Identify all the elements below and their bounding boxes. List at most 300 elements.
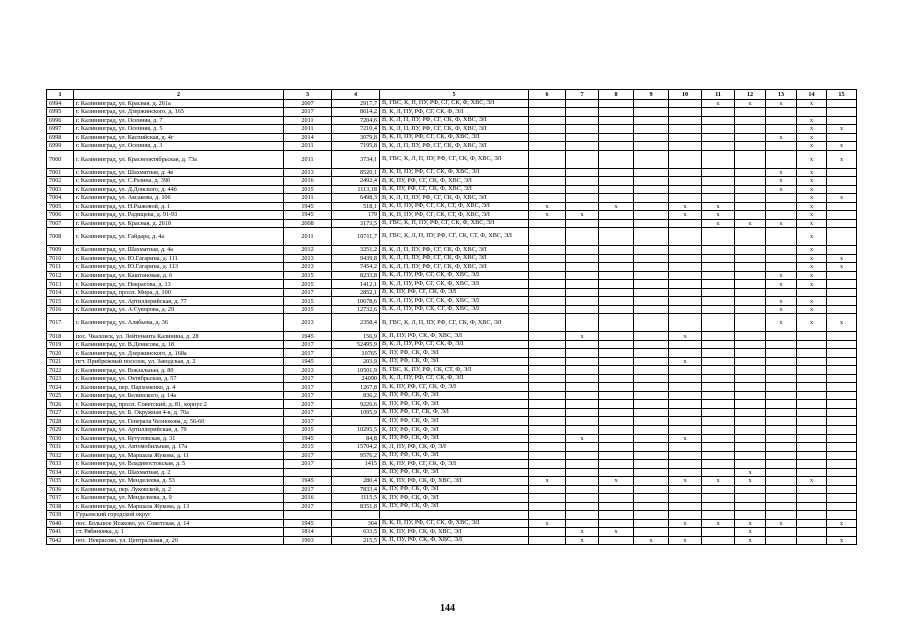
mark-cell-9 (634, 408, 669, 417)
mark-cell-12 (735, 246, 766, 255)
mark-cell-15 (827, 426, 857, 435)
table-row (47, 263, 857, 272)
area-cell: 2852,1 (332, 288, 380, 297)
mark-cell-12 (735, 460, 766, 469)
area-cell: 9226,6 (332, 400, 380, 409)
mark-cell-15 (827, 211, 857, 220)
table-row (47, 374, 857, 383)
mark-cell-6 (529, 280, 566, 289)
mark-cell-6: x (529, 519, 566, 528)
column-header-15: 15 (827, 90, 857, 100)
mark-cell-9 (634, 434, 669, 443)
mark-cell-15 (827, 297, 857, 306)
mark-cell-12 (735, 288, 766, 297)
table-row (47, 246, 857, 255)
mark-cell-11: x (702, 99, 735, 108)
mark-cell-15 (827, 417, 857, 426)
mark-cell-9 (634, 254, 669, 263)
mark-cell-12: x (735, 477, 766, 486)
mark-cell-10 (669, 168, 702, 177)
column-header-8: 8 (599, 90, 634, 100)
table-row (47, 485, 857, 494)
mark-cell-7: x (566, 211, 599, 220)
mark-cell-8 (599, 246, 634, 255)
year-cell: 1945 (284, 211, 332, 220)
area-cell: 3173,5 (332, 219, 380, 228)
year-cell: 2013 (284, 168, 332, 177)
mark-cell-9 (634, 228, 669, 246)
mark-cell-14: x (797, 99, 827, 108)
mark-cell-7: x (566, 434, 599, 443)
year-cell: 2017 (284, 400, 332, 409)
mark-cell-15 (827, 528, 857, 537)
works-cell: К, П, ПУ, РФ, СК, Ф, ХВС, ЭЛ (380, 536, 529, 545)
mark-cell-10 (669, 366, 702, 375)
mark-cell-14 (797, 408, 827, 417)
mark-cell-12 (735, 202, 766, 211)
mark-cell-7 (566, 502, 599, 511)
table-row (47, 185, 857, 194)
year-cell: 2017 (284, 349, 332, 358)
mark-cell-15: x (827, 125, 857, 134)
area-cell: 9576,2 (332, 451, 380, 460)
row-number-cell: 7017 (47, 314, 74, 332)
mark-cell-8 (599, 194, 634, 203)
column-header-6: 6 (529, 90, 566, 100)
mark-cell-13 (766, 391, 797, 400)
mark-cell-7 (566, 202, 599, 211)
address-cell: г. Калининград, ул. Н.Рыжовой, д. 1 (74, 202, 284, 211)
mark-cell-11 (702, 366, 735, 375)
mark-cell-14: x (797, 477, 827, 486)
mark-cell-11 (702, 426, 735, 435)
mark-cell-12 (735, 451, 766, 460)
mark-cell-8 (599, 108, 634, 117)
mark-cell-15 (827, 485, 857, 494)
area-cell: 7454,2 (332, 263, 380, 272)
address-cell: г. Калининград, ул. Автомобильная, д. 17а (74, 443, 284, 452)
mark-cell-8: x (599, 477, 634, 486)
mark-cell-14: x (797, 133, 827, 142)
mark-cell-11 (702, 288, 735, 297)
year-cell: 1903 (284, 536, 332, 545)
mark-cell-13 (766, 460, 797, 469)
mark-cell-13 (766, 468, 797, 477)
mark-cell-15: x (827, 194, 857, 203)
mark-cell-9 (634, 271, 669, 280)
mark-cell-8 (599, 185, 634, 194)
mark-cell-13 (766, 443, 797, 452)
mark-cell-14: x (797, 297, 827, 306)
mark-cell-10 (669, 408, 702, 417)
table-row (47, 340, 857, 349)
area-cell: 24090 (332, 374, 380, 383)
mark-cell-10 (669, 305, 702, 314)
works-cell: В, К, ПУ, РФ, СГ, СК, Ф, ХВС, ЭЛ (380, 185, 529, 194)
mark-cell-8 (599, 443, 634, 452)
mark-cell-15 (827, 116, 857, 125)
mark-cell-11 (702, 357, 735, 366)
mark-cell-10 (669, 460, 702, 469)
works-cell: В, К, Л, П, ПУ, РФ, СГ, СК, Ф, ХВС, ЭЛ (380, 142, 529, 151)
year-cell: 2017 (284, 408, 332, 417)
works-cell: В, К, ПУ, РФ, СГ, СК, Ф, ЭЛ (380, 383, 529, 392)
mark-cell-14: x (797, 254, 827, 263)
year-cell: 2017 (284, 108, 332, 117)
works-cell: В, К, ПУ, РФ, СК, Ф, ХВС, ЭЛ (380, 528, 529, 537)
mark-cell-14 (797, 511, 827, 520)
table-row (47, 519, 857, 528)
mark-cell-7 (566, 194, 599, 203)
mark-cell-6 (529, 108, 566, 117)
area-cell (332, 417, 380, 426)
mark-cell-10 (669, 150, 702, 168)
mark-cell-10 (669, 511, 702, 520)
mark-cell-12 (735, 254, 766, 263)
mark-cell-10 (669, 494, 702, 503)
mark-cell-6 (529, 502, 566, 511)
mark-cell-7 (566, 108, 599, 117)
row-number-cell: 7009 (47, 246, 74, 255)
mark-cell-6 (529, 297, 566, 306)
mark-cell-14 (797, 460, 827, 469)
mark-cell-15 (827, 357, 857, 366)
mark-cell-11 (702, 494, 735, 503)
table-row (47, 468, 857, 477)
mark-cell-14 (797, 349, 827, 358)
mark-cell-15 (827, 383, 857, 392)
mark-cell-6 (529, 228, 566, 246)
area-cell: 7833,4 (332, 485, 380, 494)
mark-cell-13 (766, 383, 797, 392)
address-cell: г. Калининград, ул. Осенняя, д. 3 (74, 142, 284, 151)
mark-cell-6 (529, 314, 566, 332)
area-cell: 364 (332, 519, 380, 528)
works-cell: К, ПУ, РФ, СК, Ф, ЭЛ (380, 400, 529, 409)
region-row (47, 511, 857, 520)
mark-cell-6 (529, 400, 566, 409)
table-row (47, 443, 857, 452)
row-number-cell: 7039 (47, 511, 74, 520)
mark-cell-12 (735, 150, 766, 168)
mark-cell-13 (766, 263, 797, 272)
mark-cell-6 (529, 528, 566, 537)
year-cell: 2017 (284, 288, 332, 297)
mark-cell-7 (566, 297, 599, 306)
area-cell: 7195,8 (332, 142, 380, 151)
mark-cell-7 (566, 271, 599, 280)
column-header-13: 13 (766, 90, 797, 100)
row-number-cell: 7027 (47, 408, 74, 417)
mark-cell-6: x (529, 211, 566, 220)
area-cell: 1412,1 (332, 280, 380, 289)
mark-cell-14 (797, 468, 827, 477)
table-row (47, 125, 857, 134)
mark-cell-6 (529, 142, 566, 151)
address-cell: г. Калининград, ул. Некрасова, д. 13 (74, 280, 284, 289)
year-cell: 2015 (284, 280, 332, 289)
mark-cell-8 (599, 374, 634, 383)
mark-cell-11 (702, 254, 735, 263)
mark-cell-11 (702, 125, 735, 134)
mark-cell-12 (735, 305, 766, 314)
address-cell: г. Калининград, ул. Менделеева, д. 9 (74, 494, 284, 503)
mark-cell-15: x (827, 519, 857, 528)
mark-cell-10: x (669, 477, 702, 486)
mark-cell-11: x (702, 219, 735, 228)
mark-cell-9 (634, 177, 669, 186)
mark-cell-7 (566, 443, 599, 452)
area-cell: 3734,1 (332, 150, 380, 168)
mark-cell-14: x (797, 125, 827, 134)
works-cell (380, 511, 529, 520)
address-cell: г. Калининград, ул. А.Суворова, д. 29 (74, 305, 284, 314)
year-cell: 2011 (284, 228, 332, 246)
address-cell: г. Калининград, ул. Белинского, д. 14а (74, 391, 284, 400)
table-row (47, 168, 857, 177)
works-cell: К, ПУ, РФ, СК, Ф, ЭЛ (380, 417, 529, 426)
mark-cell-7 (566, 408, 599, 417)
mark-cell-8 (599, 288, 634, 297)
mark-cell-14 (797, 340, 827, 349)
mark-cell-10: x (669, 211, 702, 220)
mark-cell-14: x (797, 305, 827, 314)
mark-cell-14: x (797, 246, 827, 255)
mark-cell-9 (634, 202, 669, 211)
area-cell: 633,5 (332, 528, 380, 537)
mark-cell-12 (735, 271, 766, 280)
mark-cell-11 (702, 417, 735, 426)
table-row (47, 177, 857, 186)
mark-cell-11 (702, 451, 735, 460)
mark-cell-7 (566, 374, 599, 383)
mark-cell-13 (766, 349, 797, 358)
address-cell: г. Калининград, просп. Мира, д. 100 (74, 288, 284, 297)
area-cell: 8520,1 (332, 168, 380, 177)
mark-cell-15 (827, 366, 857, 375)
mark-cell-15 (827, 133, 857, 142)
mark-cell-7 (566, 511, 599, 520)
column-number-header (47, 90, 857, 100)
mark-cell-10 (669, 228, 702, 246)
mark-cell-6 (529, 288, 566, 297)
mark-cell-13 (766, 125, 797, 134)
mark-cell-9 (634, 142, 669, 151)
mark-cell-14 (797, 528, 827, 537)
row-number-cell: 6996 (47, 116, 74, 125)
year-cell: 2008 (284, 219, 332, 228)
mark-cell-13: x (766, 280, 797, 289)
year-cell: 2011 (284, 150, 332, 168)
mark-cell-10 (669, 297, 702, 306)
area-cell: 2917,7 (332, 99, 380, 108)
row-number-cell: 7008 (47, 228, 74, 246)
mark-cell-10 (669, 400, 702, 409)
mark-cell-8 (599, 536, 634, 545)
works-cell: В, ГВС, К, П, ПУ, РФ, СГ, СК, Ф, ХВС, ЭЛ (380, 219, 529, 228)
mark-cell-7: x (566, 528, 599, 537)
row-number-cell: 7016 (47, 305, 74, 314)
mark-cell-6 (529, 391, 566, 400)
area-cell: 1095,9 (332, 408, 380, 417)
row-number-cell: 7028 (47, 417, 74, 426)
mark-cell-14: x (797, 228, 827, 246)
mark-cell-13: x (766, 99, 797, 108)
mark-cell-12: x (735, 468, 766, 477)
mark-cell-8 (599, 366, 634, 375)
mark-cell-13 (766, 228, 797, 246)
mark-cell-9 (634, 219, 669, 228)
mark-cell-12 (735, 108, 766, 117)
mark-cell-6 (529, 460, 566, 469)
mark-cell-14 (797, 357, 827, 366)
mark-cell-8 (599, 228, 634, 246)
area-cell: 10711,7 (332, 228, 380, 246)
mark-cell-8 (599, 263, 634, 272)
mark-cell-11 (702, 305, 735, 314)
area-cell: 3251,2 (332, 246, 380, 255)
mark-cell-7 (566, 125, 599, 134)
year-cell: 2017 (284, 340, 332, 349)
row-number-cell: 7007 (47, 219, 74, 228)
row-number-cell: 7036 (47, 485, 74, 494)
mark-cell-11: x (702, 202, 735, 211)
mark-cell-6 (529, 99, 566, 108)
mark-cell-15 (827, 271, 857, 280)
mark-cell-6 (529, 125, 566, 134)
area-cell: 2358,4 (332, 314, 380, 332)
mark-cell-7 (566, 133, 599, 142)
table-row (47, 194, 857, 203)
works-cell: К, ПУ, РФ, СК, Ф, ЭЛ (380, 485, 529, 494)
mark-cell-10 (669, 391, 702, 400)
mark-cell-11 (702, 194, 735, 203)
mark-cell-13 (766, 434, 797, 443)
mark-cell-13 (766, 374, 797, 383)
year-cell: 2015 (284, 185, 332, 194)
address-cell: г. Калининград, ул. Вокзальная, д. 80 (74, 366, 284, 375)
mark-cell-15 (827, 349, 857, 358)
mark-cell-6 (529, 263, 566, 272)
address-cell: г. Калининград, ул. Дзержинского, д. 168а (74, 349, 284, 358)
mark-cell-15 (827, 202, 857, 211)
mark-cell-13: x (766, 177, 797, 186)
mark-cell-6 (529, 366, 566, 375)
table-row (47, 451, 857, 460)
address-cell: г. Калининград, ул. Б. Окружная 4-я, д. 70а (74, 408, 284, 417)
mark-cell-15 (827, 511, 857, 520)
works-cell: К, ПУ, РФ, СК, Ф, ЭЛ (380, 426, 529, 435)
mark-cell-9 (634, 528, 669, 537)
area-cell: 8233,8 (332, 271, 380, 280)
year-cell (284, 468, 332, 477)
address-cell: г. Калининград, ул. Осенняя, д. 5 (74, 125, 284, 134)
mark-cell-12 (735, 426, 766, 435)
mark-cell-13 (766, 142, 797, 151)
mark-cell-14 (797, 443, 827, 452)
mark-cell-8: x (599, 202, 634, 211)
year-cell: 2013 (284, 314, 332, 332)
mark-cell-15 (827, 177, 857, 186)
mark-cell-14: x (797, 168, 827, 177)
address-cell: г. Калининград, ул. Гайдара, д. 4а (74, 228, 284, 246)
mark-cell-6 (529, 340, 566, 349)
mark-cell-9 (634, 133, 669, 142)
year-cell: 2013 (284, 366, 332, 375)
mark-cell-9 (634, 357, 669, 366)
table-body (47, 90, 857, 545)
mark-cell-7: x (566, 536, 599, 545)
year-cell (284, 511, 332, 520)
address-cell: г. Калининград, ул. Д.Донского, д. 44б (74, 185, 284, 194)
mark-cell-12 (735, 314, 766, 332)
mark-cell-7 (566, 349, 599, 358)
mark-cell-13 (766, 426, 797, 435)
mark-cell-8 (599, 271, 634, 280)
mark-cell-11 (702, 374, 735, 383)
mark-cell-8 (599, 451, 634, 460)
mark-cell-6 (529, 511, 566, 520)
works-cell: В, К, ПУ, РФ, СК, Ф, ХВС, ЭЛ (380, 477, 529, 486)
table-row (47, 116, 857, 125)
address-cell: г. Калининград, ул. Менделеева, д. 53 (74, 477, 284, 486)
mark-cell-9 (634, 168, 669, 177)
column-header-1: 1 (47, 90, 74, 100)
address-cell: г. Калининград, ул. Шахматная, д. 4в (74, 168, 284, 177)
mark-cell-6 (529, 177, 566, 186)
area-cell: 203,9 (332, 357, 380, 366)
mark-cell-12 (735, 211, 766, 220)
mark-cell-7: x (566, 332, 599, 341)
mark-cell-11 (702, 536, 735, 545)
mark-cell-7 (566, 494, 599, 503)
address-cell: пос. Большое Исаково, ул. Советская, д. 14 (74, 519, 284, 528)
row-number-cell: 7026 (47, 400, 74, 409)
mark-cell-8 (599, 391, 634, 400)
mark-cell-15: x (827, 142, 857, 151)
address-cell: пос. Некрасово, ул. Центральная, д. 26 (74, 536, 284, 545)
mark-cell-12 (735, 366, 766, 375)
row-number-cell: 7018 (47, 332, 74, 341)
mark-cell-11 (702, 400, 735, 409)
mark-cell-11 (702, 142, 735, 151)
mark-cell-12: x (735, 536, 766, 545)
mark-cell-13 (766, 536, 797, 545)
area-cell: 1267,8 (332, 383, 380, 392)
housing-register-table (46, 89, 857, 545)
mark-cell-9 (634, 211, 669, 220)
row-number-cell: 7024 (47, 383, 74, 392)
mark-cell-8 (599, 468, 634, 477)
mark-cell-8 (599, 125, 634, 134)
mark-cell-13 (766, 246, 797, 255)
mark-cell-10 (669, 349, 702, 358)
mark-cell-11 (702, 297, 735, 306)
works-cell: В, К, ПУ, РФ, СГ, СК, Ф, ЭЛ (380, 460, 529, 469)
address-cell: ст. Рябиновка, д. 1 (74, 528, 284, 537)
mark-cell-15 (827, 468, 857, 477)
works-cell: К, Л, ПУ, РФ, СК, Ф, ЭЛ (380, 443, 529, 452)
mark-cell-7 (566, 391, 599, 400)
works-cell: В, К, Л, П, ПУ, РФ, СГ, СК, Ф, ХВС, ЭЛ (380, 125, 529, 134)
works-cell: К, ПУ, РФ, СК, Ф, ЭЛ (380, 391, 529, 400)
table-row (47, 391, 857, 400)
mark-cell-10: x (669, 202, 702, 211)
mark-cell-14: x (797, 211, 827, 220)
mark-cell-9 (634, 400, 669, 409)
mark-cell-10 (669, 374, 702, 383)
mark-cell-10 (669, 426, 702, 435)
